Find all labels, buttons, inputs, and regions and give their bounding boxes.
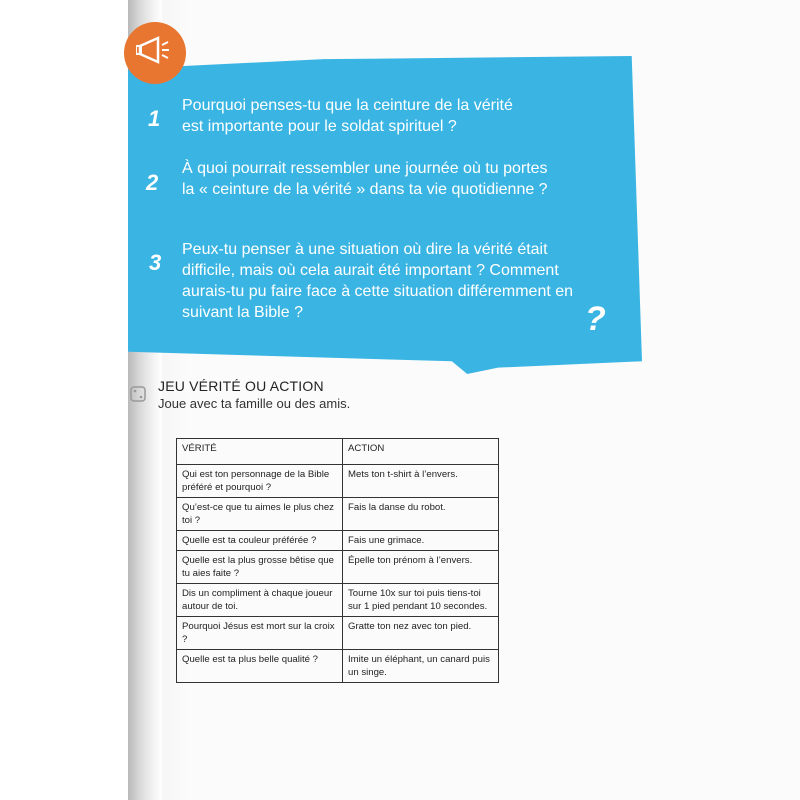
action-cell: Mets ton t-shirt à l’envers. — [343, 465, 499, 498]
table-row — [177, 551, 499, 584]
page-left-margin — [0, 0, 128, 800]
truth-cell: Pourquoi Jésus est mort sur la croix ? — [177, 617, 343, 650]
question-number: 1 — [148, 106, 161, 131]
table-row — [177, 498, 499, 531]
question-text: Pourquoi penses-tu que la ceinture de la vérité est importante pour le soldat spirituel ? — [182, 97, 513, 135]
action-cell: Fais la danse du robot. — [343, 498, 499, 531]
truth-cell: Quelle est ta couleur préférée ? — [177, 531, 343, 551]
truth-cell: Qui est ton personnage de la Bible préféré et pourquoi ? — [177, 465, 343, 498]
question-mark-icon: ? — [585, 300, 606, 338]
question-text: À quoi pourrait ressembler une journée où tu portes la « ceinture de la vérité » dans ta vie quotidienne ? — [182, 160, 548, 198]
game-subtitle: Joue avec ta famille ou des amis. — [158, 396, 351, 411]
question-number: 2 — [146, 170, 159, 195]
truth-cell: Qu’est-ce que tu aimes le plus chez toi ? — [177, 498, 343, 531]
question-number: 3 — [149, 250, 162, 275]
question-text: Peux-tu penser à une situation où dire la vérité était difficile, mais où cela aurait été important ? Comment aurais-tu pu faire face à cette situation différemment en suivant la Bible ? — [182, 241, 574, 321]
action-cell: Fais une grimace. — [343, 531, 499, 551]
action-cell: Imite un éléphant, un canard puis un singe. — [343, 650, 499, 683]
table-row — [177, 584, 499, 617]
table-row — [177, 531, 499, 551]
megaphone-icon — [136, 36, 172, 66]
table-row — [177, 465, 499, 498]
truth-cell: Dis un compliment à chaque joueur autour de toi. — [177, 584, 343, 617]
game-title: JEU VÉRITÉ OU ACTION — [158, 378, 324, 394]
action-cell: Tourne 10x sur toi puis tiens-toi sur 1 pied pendant 10 secondes. — [343, 584, 499, 617]
action-cell: Épelle ton prénom à l’envers. — [343, 551, 499, 584]
truth-cell: Quelle est la plus grosse bêtise que tu aies faite ? — [177, 551, 343, 584]
dice-icon — [130, 386, 146, 402]
table-row — [177, 650, 499, 683]
column-header-verite: VÉRITÉ — [177, 439, 343, 465]
truth-cell: Quelle est ta plus belle qualité ? — [177, 650, 343, 683]
megaphone-badge — [124, 22, 186, 84]
table-row — [177, 617, 499, 650]
column-header-action: ACTION — [343, 439, 499, 465]
truth-or-dare-table — [176, 438, 499, 683]
action-cell: Gratte ton nez avec ton pied. — [343, 617, 499, 650]
table-header-row — [177, 439, 499, 465]
